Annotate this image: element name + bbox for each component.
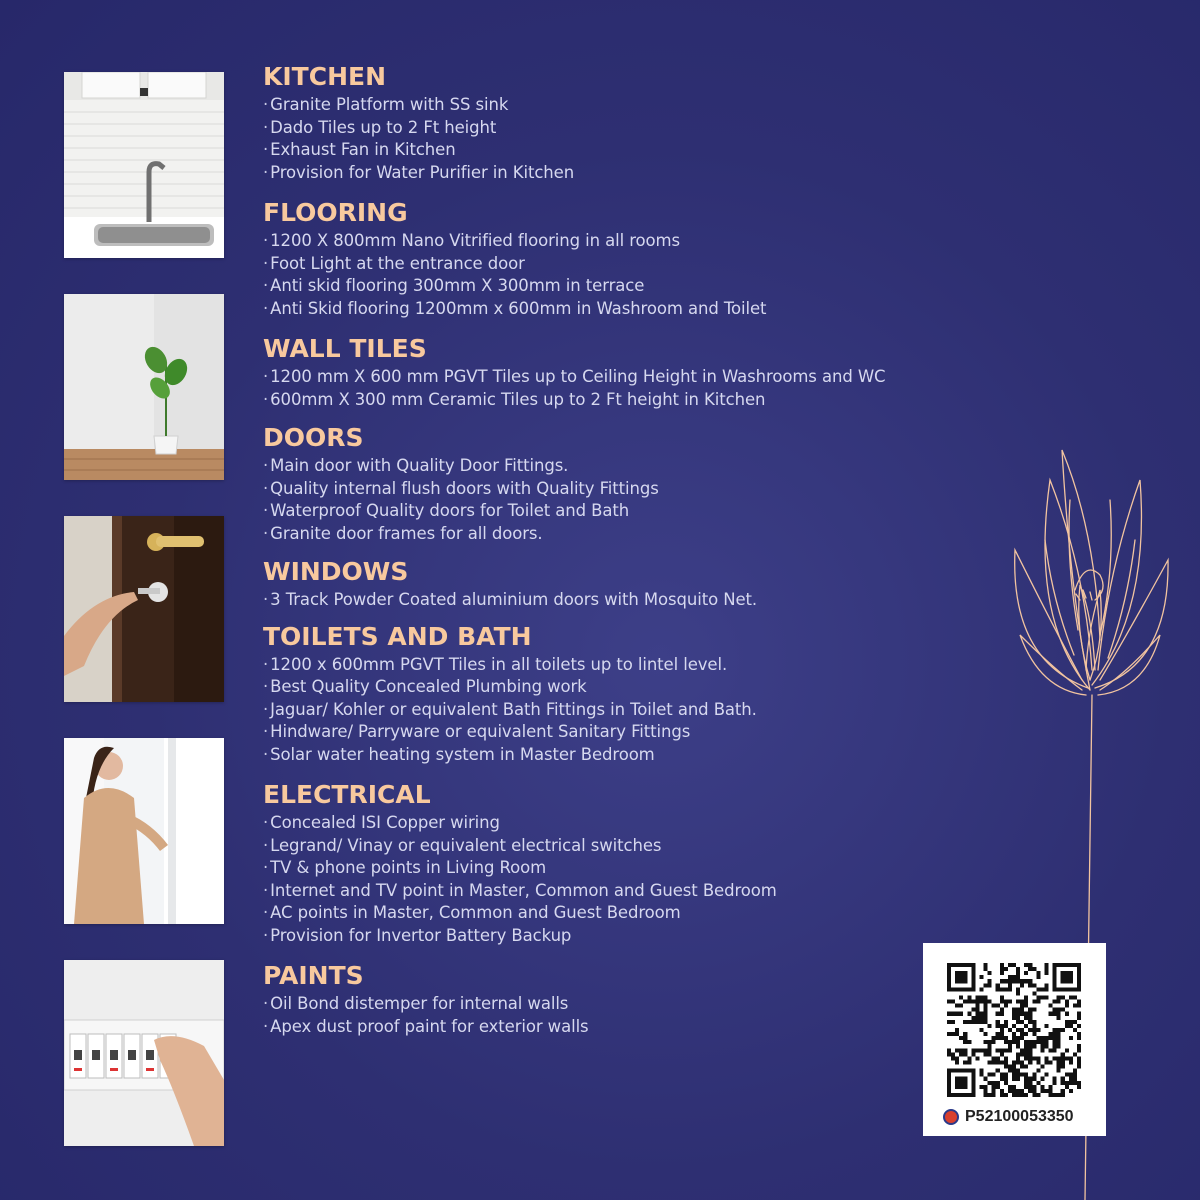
section-wall-tiles xyxy=(263,334,923,411)
section-heading: WALL TILES xyxy=(263,334,427,363)
list-item: · 1200 x 600mm PGVT Tiles in all toilets up to lintel level. xyxy=(263,654,923,677)
electrical-switchboard-photo xyxy=(64,960,224,1146)
section-items xyxy=(263,654,923,767)
list-item: · Oil Bond distemper for internal walls xyxy=(263,993,923,1016)
list-item: · 1200 mm X 600 mm PGVT Tiles up to Ceiling Height in Washrooms and WC xyxy=(263,366,923,389)
section-electrical xyxy=(263,780,923,947)
section-items xyxy=(263,366,923,411)
list-item: · Dado Tiles up to 2 Ft height xyxy=(263,117,923,140)
list-item: · Waterproof Quality doors for Toilet and Bath xyxy=(263,500,923,523)
section-flooring xyxy=(263,198,923,320)
list-item: · Jaguar/ Kohler or equivalent Bath Fittings in Toilet and Bath. xyxy=(263,699,923,722)
section-heading: DOORS xyxy=(263,423,364,452)
list-item: · Anti Skid flooring 1200mm x 600mm in Washroom and Toilet xyxy=(263,298,923,321)
plant-in-room-photo xyxy=(64,294,224,480)
section-items xyxy=(263,993,923,1038)
specifications-list xyxy=(263,62,923,1038)
section-doors xyxy=(263,423,923,545)
list-item: · Anti skid flooring 300mm X 300mm in terrace xyxy=(263,275,923,298)
list-item: · Provision for Water Purifier in Kitchen xyxy=(263,162,923,185)
section-heading: KITCHEN xyxy=(263,62,386,91)
section-heading: WINDOWS xyxy=(263,557,409,586)
qr-code[interactable] xyxy=(947,963,1081,1097)
section-items xyxy=(263,230,923,320)
section-windows xyxy=(263,557,923,612)
list-item: · AC points in Master, Common and Guest Bedroom xyxy=(263,902,923,925)
section-items xyxy=(263,589,923,612)
list-item: · Quality internal flush doors with Quality Fittings xyxy=(263,478,923,501)
list-item: · 3 Track Powder Coated aluminium doors with Mosquito Net. xyxy=(263,589,923,612)
section-items xyxy=(263,94,923,184)
list-item: · Legrand/ Vinay or equivalent electrical switches xyxy=(263,835,923,858)
list-item: · 600mm X 300 mm Ceramic Tiles up to 2 Ft height in Kitchen xyxy=(263,389,923,412)
list-item: · Exhaust Fan in Kitchen xyxy=(263,139,923,162)
section-paints xyxy=(263,961,923,1038)
rera-row xyxy=(943,1107,1074,1127)
section-heading: FLOORING xyxy=(263,198,408,227)
kitchen-sink-photo xyxy=(64,72,224,258)
list-item: · 1200 X 800mm Nano Vitrified flooring in all rooms xyxy=(263,230,923,253)
list-item: · Foot Light at the entrance door xyxy=(263,253,923,276)
list-item: · Solar water heating system in Master Bedroom xyxy=(263,744,923,767)
list-item: · Best Quality Concealed Plumbing work xyxy=(263,676,923,699)
list-item: · Concealed ISI Copper wiring xyxy=(263,812,923,835)
rera-number: P52100053350 xyxy=(965,1108,1074,1125)
list-item: · Granite Platform with SS sink xyxy=(263,94,923,117)
list-item: · TV & phone points in Living Room xyxy=(263,857,923,880)
woman-at-window-photo xyxy=(64,738,224,924)
list-item: · Hindware/ Parryware or equivalent Sanitary Fittings xyxy=(263,721,923,744)
section-kitchen xyxy=(263,62,923,184)
section-items xyxy=(263,455,923,545)
section-toilets-and-bath xyxy=(263,622,923,767)
section-items xyxy=(263,812,923,947)
door-handle-key-photo xyxy=(64,516,224,702)
rera-qr-card xyxy=(923,943,1106,1136)
section-heading: PAINTS xyxy=(263,961,364,990)
section-heading: TOILETS AND BATH xyxy=(263,621,532,651)
list-item: · Provision for Invertor Battery Backup xyxy=(263,925,923,948)
list-item: · Main door with Quality Door Fittings. xyxy=(263,455,923,478)
list-item: · Apex dust proof paint for exterior walls xyxy=(263,1016,923,1039)
list-item: · Internet and TV point in Master, Common and Guest Bedroom xyxy=(263,880,923,903)
rera-logo-icon xyxy=(943,1109,959,1125)
section-heading: ELECTRICAL xyxy=(263,780,431,809)
list-item: · Granite door frames for all doors. xyxy=(263,523,923,546)
